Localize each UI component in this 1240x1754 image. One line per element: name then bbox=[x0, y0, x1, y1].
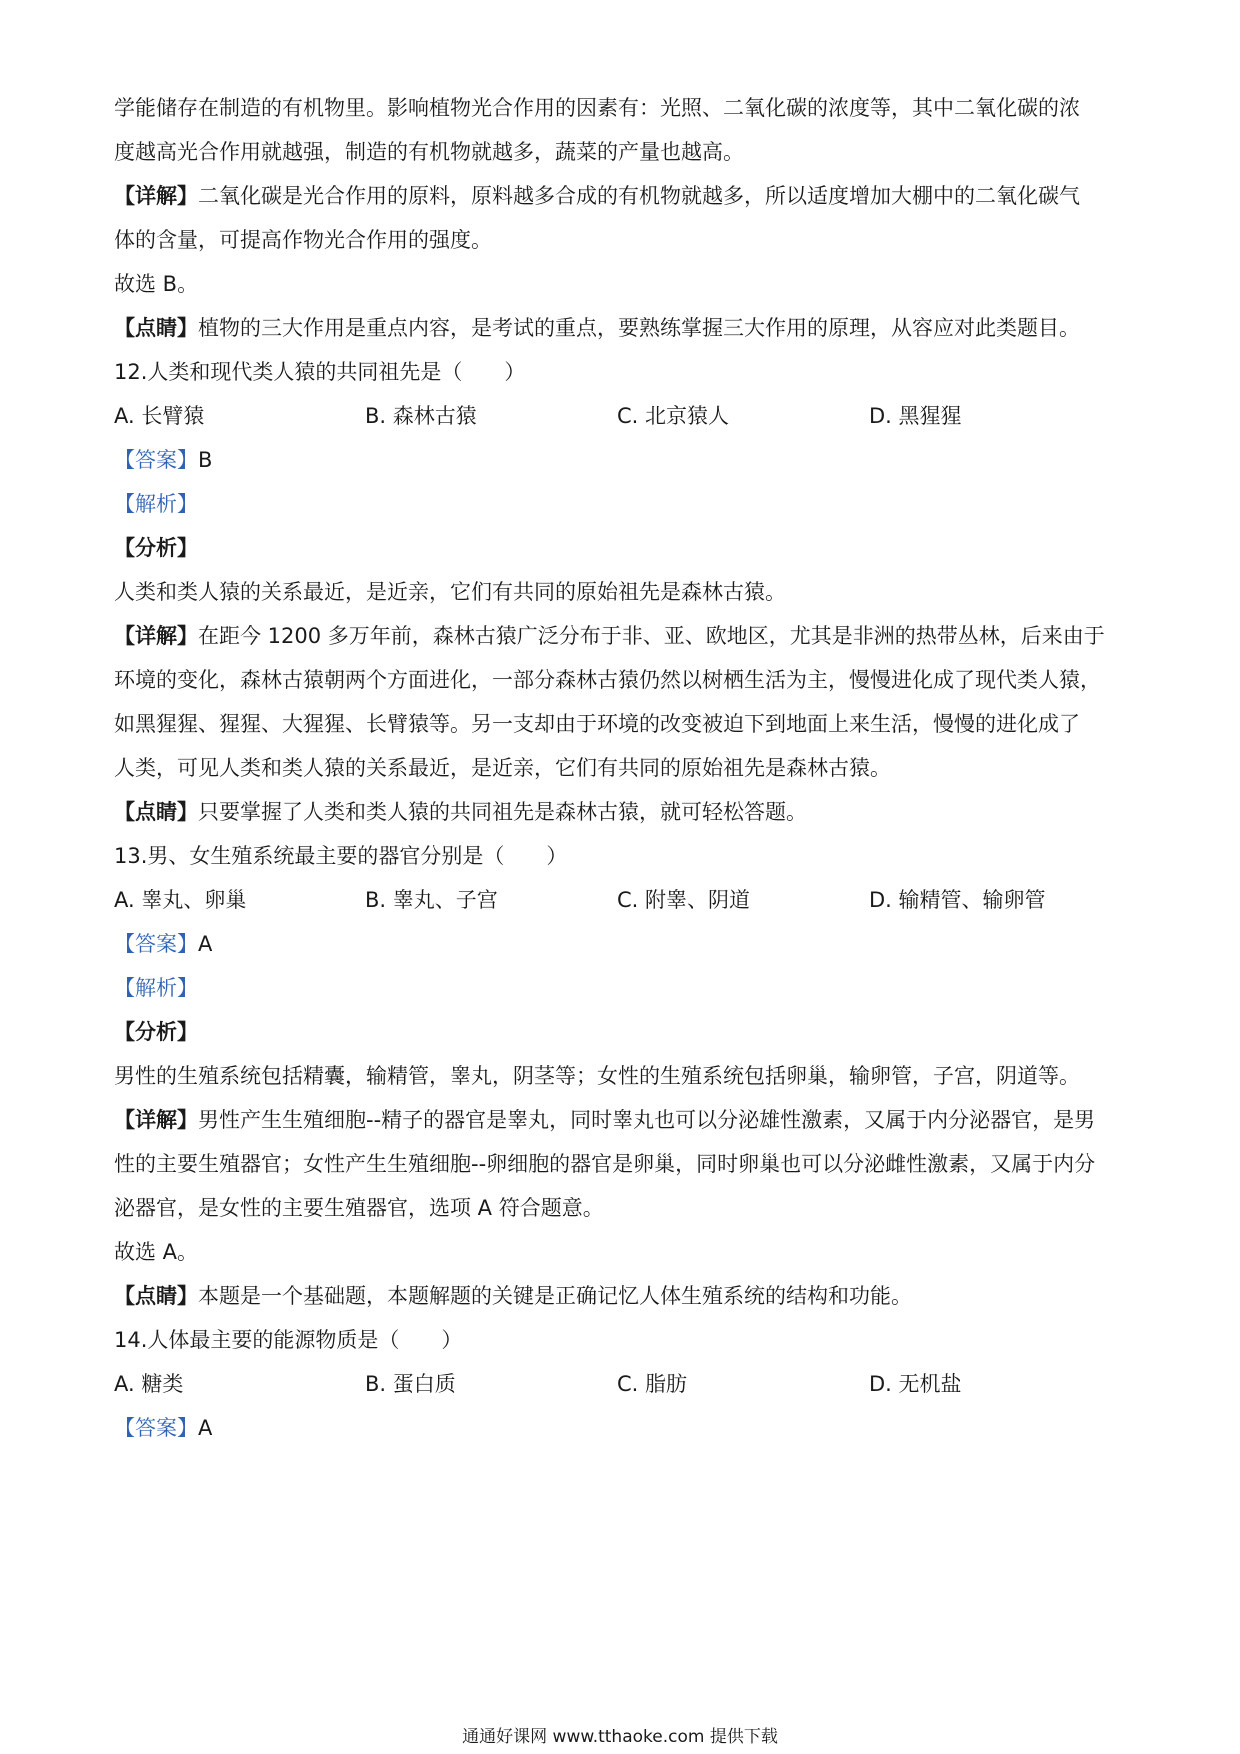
tip-text: 植物的三大作用是重点内容，是考试的重点，要熟练掌握三大作用的原理，从容应对此类题目。 bbox=[198, 316, 1080, 340]
q13-detail-line bbox=[114, 1105, 1134, 1135]
q13-option-b: B. 睾丸、子宫 bbox=[365, 888, 498, 912]
answer-tag: 【答案】 bbox=[114, 932, 198, 956]
q13-detail-line: 泌器官，是女性的主要生殖器官，选项 A 符合题意。 bbox=[114, 1196, 604, 1220]
detail-tag: 【详解】 bbox=[114, 624, 198, 648]
detail-text: 在距今 1200 多万年前，森林古猿广泛分布于非、亚、欧地区，尤其是非洲的热带丛林，后来由于 bbox=[198, 624, 1105, 648]
q12-fenxi-text: 人类和类人猿的关系最近，是近亲，它们有共同的原始祖先是森林古猿。 bbox=[114, 580, 786, 604]
detail-line bbox=[114, 181, 1134, 211]
q12-detail-line bbox=[114, 621, 1134, 651]
paragraph-line: 度越高光合作用就越强，制造的有机物就越多，蔬菜的产量也越高。 bbox=[114, 140, 744, 164]
paragraph-line: 体的含量，可提高作物光合作用的强度。 bbox=[114, 228, 492, 252]
question-12-stem: 12.人类和现代类人猿的共同祖先是（ ） bbox=[114, 360, 526, 384]
q13-option-a: A. 睾丸、卵巢 bbox=[114, 888, 247, 912]
q13-analysis-tag: 【解析】 bbox=[114, 976, 198, 1000]
q12-option-d: D. 黑猩猩 bbox=[869, 404, 962, 428]
tip-tag: 【点睛】 bbox=[114, 1284, 198, 1308]
tip-tag: 【点睛】 bbox=[114, 316, 198, 340]
q13-fenxi-tag: 【分析】 bbox=[114, 1020, 198, 1044]
q12-analysis-tag: 【解析】 bbox=[114, 492, 198, 516]
q13-conclusion: 故选 A。 bbox=[114, 1240, 199, 1264]
q12-detail-line: 环境的变化，森林古猿朝两个方面进化，一部分森林古猿仍然以树栖生活为主，慢慢进化成了现代类人猿， bbox=[114, 668, 1101, 692]
q12-detail-line: 如黑猩猩、猩猩、大猩猩、长臂猿等。另一支却由于环境的改变被迫下到地面上来生活，慢慢的进化成了 bbox=[114, 712, 1080, 736]
q12-option-c: C. 北京猿人 bbox=[617, 404, 730, 428]
q13-tip-line bbox=[114, 1281, 1134, 1311]
q14-answer bbox=[114, 1413, 1134, 1443]
paragraph-line: 学能储存在制造的有机物里。影响植物光合作用的因素有：光照、二氧化碳的浓度等，其中二氧化碳的浓 bbox=[114, 96, 1080, 120]
q13-option-d: D. 输精管、输卵管 bbox=[869, 888, 1046, 912]
q14-option-d: D. 无机盐 bbox=[869, 1372, 962, 1396]
tip-text: 只要掌握了人类和类人猿的共同祖先是森林古猿，就可轻松答题。 bbox=[198, 800, 807, 824]
detail-text: 男性产生生殖细胞--精子的器官是睾丸，同时睾丸也可以分泌雄性激素，又属于内分泌器官，是男 bbox=[198, 1108, 1096, 1132]
detail-tag: 【详解】 bbox=[114, 1108, 198, 1132]
q13-option-c: C. 附睾、阴道 bbox=[617, 888, 751, 912]
answer-tag: 【答案】 bbox=[114, 448, 198, 472]
q12-option-b: B. 森林古猿 bbox=[365, 404, 477, 428]
answer-tag: 【答案】 bbox=[114, 1416, 198, 1440]
q13-fenxi-text: 男性的生殖系统包括精囊，输精管，睾丸，阴茎等；女性的生殖系统包括卵巢，输卵管，子宫，阴道等。 bbox=[114, 1064, 1080, 1088]
q12-option-a: A. 长臂猿 bbox=[114, 404, 205, 428]
page-footer: 通通好课网 www.tthaoke.com 提供下载 bbox=[462, 1727, 778, 1747]
q13-detail-line: 性的主要生殖器官；女性产生生殖细胞--卵细胞的器官是卵巢，同时卵巢也可以分泌雌性激素，又属于内分 bbox=[114, 1152, 1096, 1176]
tip-line bbox=[114, 313, 1134, 343]
question-13-stem: 13.男、女生殖系统最主要的器官分别是（ ） bbox=[114, 844, 568, 868]
answer-value: B bbox=[198, 448, 213, 472]
answer-value: A bbox=[198, 932, 213, 956]
q14-option-b: B. 蛋白质 bbox=[365, 1372, 456, 1396]
q12-fenxi-tag: 【分析】 bbox=[114, 536, 198, 560]
detail-tag: 【详解】 bbox=[114, 184, 198, 208]
q14-option-a: A. 糖类 bbox=[114, 1372, 184, 1396]
tip-tag: 【点睛】 bbox=[114, 800, 198, 824]
conclusion-line: 故选 B。 bbox=[114, 272, 199, 296]
q12-tip-line bbox=[114, 797, 1134, 827]
tip-text: 本题是一个基础题，本题解题的关键是正确记忆人体生殖系统的结构和功能。 bbox=[198, 1284, 912, 1308]
q12-detail-line: 人类，可见人类和类人猿的关系最近，是近亲，它们有共同的原始祖先是森林古猿。 bbox=[114, 756, 891, 780]
question-14-stem: 14.人体最主要的能源物质是（ ） bbox=[114, 1328, 463, 1352]
q12-answer bbox=[114, 445, 1134, 475]
detail-text: 二氧化碳是光合作用的原料，原料越多合成的有机物就越多，所以适度增加大棚中的二氧化碳气 bbox=[198, 184, 1080, 208]
q14-option-c: C. 脂肪 bbox=[617, 1372, 688, 1396]
q13-answer bbox=[114, 929, 1134, 959]
answer-value: A bbox=[198, 1416, 213, 1440]
